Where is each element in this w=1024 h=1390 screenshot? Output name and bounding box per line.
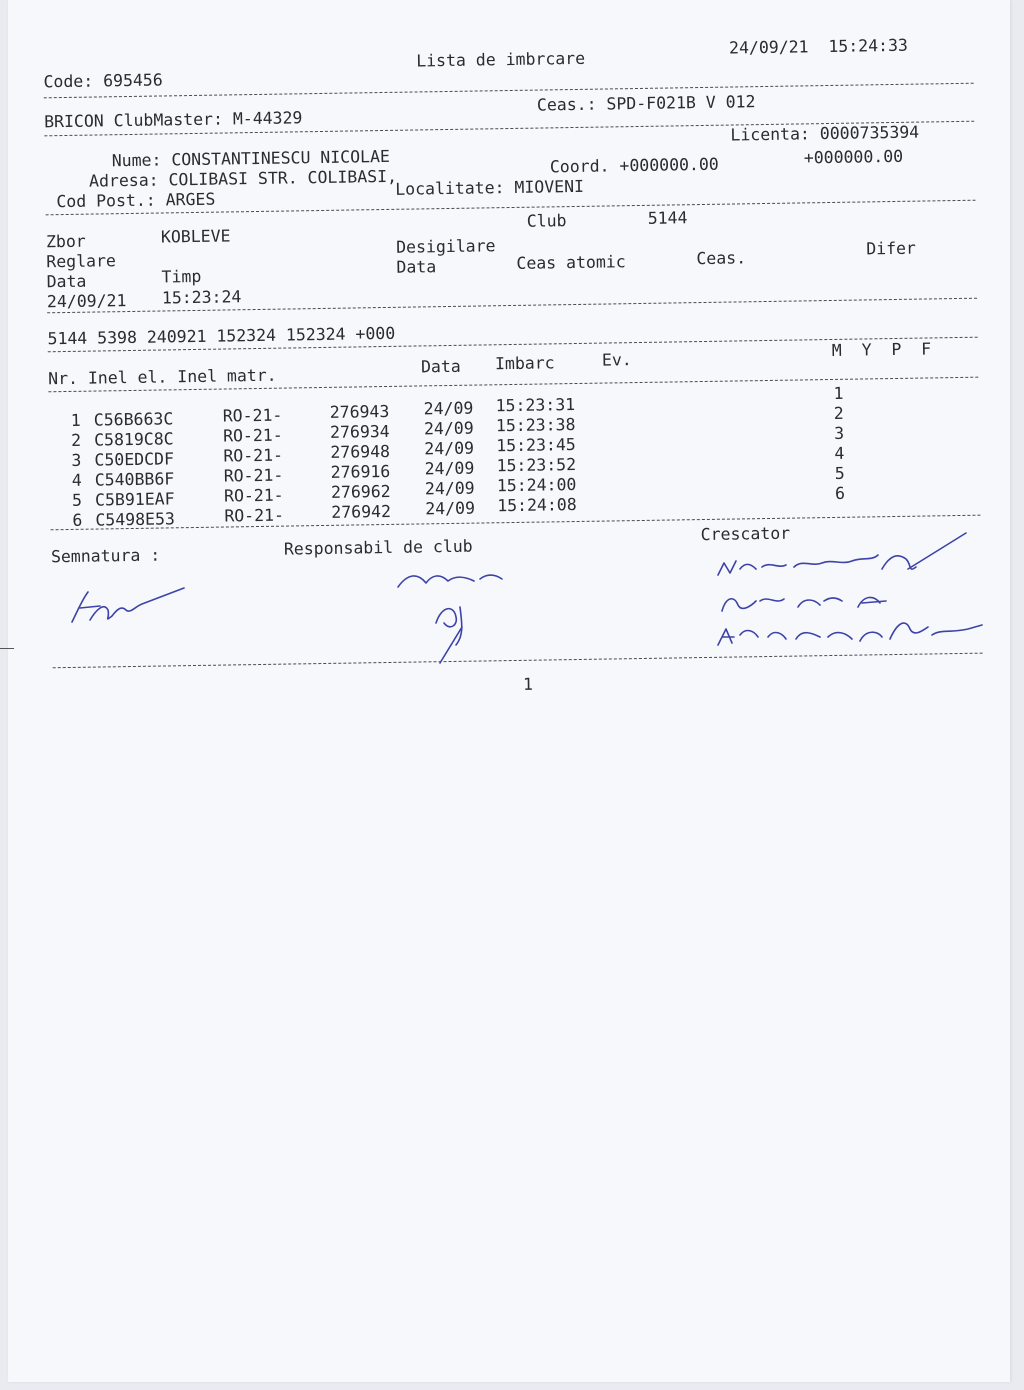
name-label: Nume: CONSTANTINESCU NICOLAE xyxy=(111,146,391,171)
boarding-time: 15:23:45 xyxy=(496,435,576,456)
registration-ring-number: 276934 xyxy=(329,421,390,442)
table-header-date: Data xyxy=(420,356,461,377)
setting-date: 24/09/21 xyxy=(46,291,127,312)
row-number: 6 xyxy=(72,510,83,530)
m-index: 2 xyxy=(833,403,844,423)
boarding-time: 15:23:31 xyxy=(495,395,576,416)
electronic-ring: C5B91EAF xyxy=(94,489,175,510)
difference-label: Difer xyxy=(866,238,917,259)
boarding-time: 15:23:38 xyxy=(495,415,576,436)
locality-label: Localitate: MIOVENI xyxy=(395,176,585,199)
licence-label: Licenta: 0000735394 xyxy=(730,122,920,145)
flight-location: KOBLEVE xyxy=(160,226,231,247)
page-title: Lista de imbrcare xyxy=(416,48,586,71)
registration-ring-number: 276916 xyxy=(330,461,391,482)
time-label: Timp xyxy=(161,266,202,287)
header-date-time: 24/09/21 15:24:33 xyxy=(728,35,909,58)
club-responsible-signature xyxy=(390,565,520,665)
atomic-clock-label: Ceas atomic xyxy=(516,252,626,273)
registration-ring-number: 276948 xyxy=(330,441,391,462)
row-number: 4 xyxy=(71,470,82,490)
setting-label: Reglare xyxy=(46,251,117,272)
divider xyxy=(44,83,974,99)
m-index: 4 xyxy=(834,443,845,463)
registration-ring-prefix: RO-21- xyxy=(223,445,284,466)
table-header-event: Ev. xyxy=(601,350,632,370)
electronic-ring: C5819C8C xyxy=(93,429,174,450)
boarding-date: 24/09 xyxy=(424,478,475,499)
electronic-ring: C540BB6F xyxy=(94,469,175,490)
boarding-date: 24/09 xyxy=(424,458,475,479)
boarding-date: 24/09 xyxy=(424,438,475,459)
row-number: 3 xyxy=(71,450,82,470)
table-header-boarding: Imbarc xyxy=(494,353,555,374)
unsealing-label: Desigilare xyxy=(396,236,496,257)
row-number: 1 xyxy=(70,410,81,430)
coordinates-label: Coord. +000000.00 xyxy=(549,154,719,177)
row-number: 5 xyxy=(71,490,83,510)
boarding-time: 15:23:52 xyxy=(496,455,577,476)
table-header-mypf: M Y P F xyxy=(831,339,932,360)
signature-label: Semnatura : xyxy=(50,545,161,567)
m-index: 3 xyxy=(833,423,845,443)
clock-label: Ceas.: SPD-F021B V 012 xyxy=(536,92,756,115)
m-index: 5 xyxy=(834,463,845,483)
clubmaster-label: BRICON ClubMaster: M-44329 xyxy=(43,108,303,132)
clock-column-label: Ceas. xyxy=(696,248,747,269)
boarding-time: 15:24:00 xyxy=(496,475,577,496)
date-label: Data xyxy=(46,271,87,292)
m-index: 6 xyxy=(834,483,846,503)
m-index: 1 xyxy=(833,383,844,403)
breeder-label: Crescator xyxy=(700,523,791,545)
table-header-rings: Nr. Inel el. Inel matr. xyxy=(48,365,277,389)
registration-ring-prefix: RO-21- xyxy=(222,405,283,426)
code-label: Code: 695456 xyxy=(43,70,163,92)
registration-ring-prefix: RO-21- xyxy=(223,485,284,506)
club-responsible-label: Responsabil de club xyxy=(283,536,473,559)
address-label: Adresa: COLIBASI STR. COLIBASI, xyxy=(88,166,398,191)
electronic-ring: C56B663C xyxy=(93,409,174,430)
breeder-signatures xyxy=(712,525,992,655)
club-label: Club xyxy=(526,211,567,231)
boarding-date: 24/09 xyxy=(423,398,474,419)
boarding-date: 24/09 xyxy=(423,418,474,439)
registration-ring-prefix: RO-21- xyxy=(223,465,284,486)
registration-ring-number: 276962 xyxy=(330,481,391,502)
setting-time: 15:23:24 xyxy=(161,287,242,308)
club-number: 5144 xyxy=(647,208,688,228)
coordinates-second: +000000.00 xyxy=(803,146,904,168)
record-code-line: 5144 5398 240921 152324 152324 +000 xyxy=(47,323,396,349)
postal-code-label: Cod Post.: ARGES xyxy=(56,189,216,212)
boarding-time: 15:24:08 xyxy=(497,495,577,516)
electronic-ring: C5498E53 xyxy=(95,509,176,530)
flight-label: Zbor xyxy=(45,231,86,252)
registration-ring-prefix: RO-21- xyxy=(224,505,285,526)
signature-scribble xyxy=(60,580,200,640)
registration-ring-number: 276943 xyxy=(329,401,390,422)
boarding-date: 24/09 xyxy=(425,498,476,519)
registration-ring-prefix: RO-21- xyxy=(222,425,283,446)
registration-ring-number: 276942 xyxy=(331,501,392,522)
row-number: 2 xyxy=(71,430,82,450)
unsealing-date-label: Data xyxy=(396,257,437,277)
page-number: 1 xyxy=(522,674,534,694)
electronic-ring: C50EDCDF xyxy=(94,449,175,470)
